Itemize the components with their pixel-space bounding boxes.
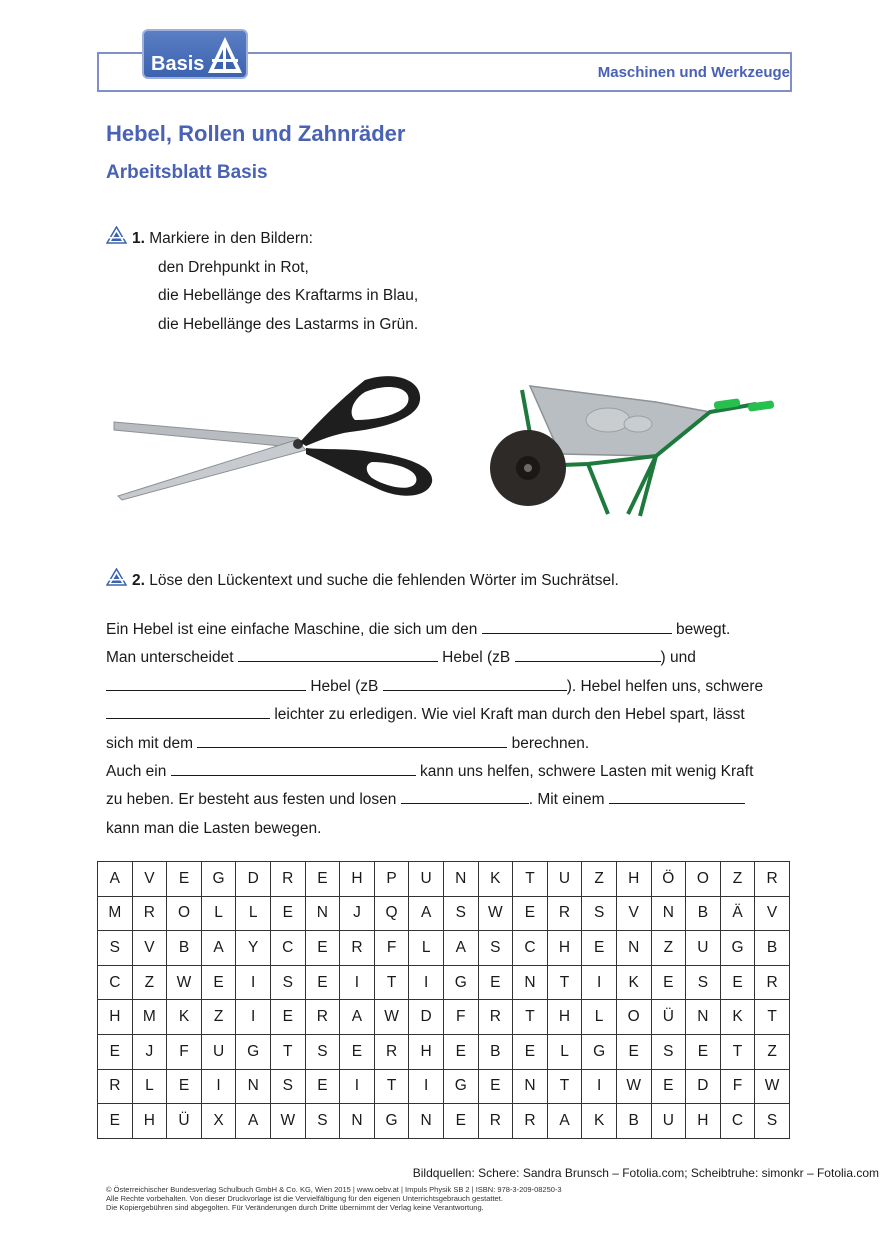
- grid-cell[interactable]: A: [547, 1104, 582, 1139]
- grid-cell[interactable]: E: [270, 896, 305, 931]
- logo-text: Basis: [151, 53, 205, 75]
- copyright-line: © Österreichischer Bundesverlag Schulbuch GmbH & Co. KG, Wien 2015 | www.oebv.at | Impuls Physik SB 2 | ISBN: 978-3-209-08250-3: [106, 1185, 562, 1194]
- cloze-text-segment: Auch ein: [106, 763, 167, 781]
- grid-cell[interactable]: E: [305, 1069, 340, 1104]
- grid-cell[interactable]: E: [651, 965, 686, 1000]
- grid-cell[interactable]: E: [443, 1034, 478, 1069]
- grid-row: [98, 1000, 790, 1035]
- grid-cell[interactable]: F: [720, 1069, 755, 1104]
- task-1-line: die Hebellänge des Kraftarms in Blau,: [158, 287, 419, 304]
- grid-cell[interactable]: S: [305, 1034, 340, 1069]
- grid-cell[interactable]: R: [547, 896, 582, 931]
- grid-cell[interactable]: G: [720, 931, 755, 966]
- wheelbarrow-image: [488, 378, 780, 523]
- grid-cell[interactable]: V: [616, 896, 651, 931]
- grid-row: [98, 1069, 790, 1104]
- grid-cell[interactable]: K: [720, 1000, 755, 1035]
- cloze-text-segment: leichter zu erledigen. Wie viel Kraft man durch den Hebel spart, lässt: [274, 706, 745, 724]
- grid-cell[interactable]: K: [478, 862, 513, 897]
- grid-cell[interactable]: U: [547, 862, 582, 897]
- grid-cell[interactable]: V: [132, 862, 167, 897]
- basis-level-icon: [106, 226, 127, 244]
- grid-cell[interactable]: T: [513, 1000, 548, 1035]
- grid-cell[interactable]: N: [443, 862, 478, 897]
- grid-cell[interactable]: Z: [132, 965, 167, 1000]
- grid-cell[interactable]: O: [167, 896, 202, 931]
- grid-cell[interactable]: H: [616, 862, 651, 897]
- grid-cell[interactable]: F: [374, 931, 409, 966]
- grid-cell[interactable]: G: [443, 965, 478, 1000]
- basis-logo: [142, 29, 248, 79]
- grid-cell[interactable]: T: [374, 1069, 409, 1104]
- cloze-text-segment: Ein Hebel ist eine einfache Maschine, die sich um den: [106, 621, 478, 638]
- grid-cell[interactable]: W: [167, 965, 202, 1000]
- grid-cell[interactable]: Z: [755, 1034, 790, 1069]
- cloze-text-segment: kann man die Lasten bewegen.: [106, 819, 322, 837]
- cloze-text-segment: Hebel (zB: [310, 677, 379, 695]
- grid-cell[interactable]: V: [132, 931, 167, 966]
- grid-cell[interactable]: N: [409, 1104, 444, 1139]
- grid-cell[interactable]: E: [201, 965, 236, 1000]
- grid-cell[interactable]: R: [478, 1000, 513, 1035]
- grid-cell[interactable]: F: [167, 1034, 202, 1069]
- grid-cell[interactable]: R: [755, 965, 790, 1000]
- grid-cell[interactable]: I: [582, 1069, 617, 1104]
- grid-cell[interactable]: I: [201, 1069, 236, 1104]
- grid-cell[interactable]: Q: [374, 896, 409, 931]
- copyright-line: Alle Rechte vorbehalten. Von dieser Druckvorlage ist die Vervielfältigung für den eigenen Unterrichtsgebrauch gestattet.: [106, 1194, 503, 1203]
- grid-cell[interactable]: G: [443, 1069, 478, 1104]
- grid-cell[interactable]: E: [582, 931, 617, 966]
- grid-cell[interactable]: U: [201, 1034, 236, 1069]
- grid-cell[interactable]: T: [720, 1034, 755, 1069]
- grid-cell[interactable]: F: [443, 1000, 478, 1035]
- grid-cell[interactable]: I: [409, 965, 444, 1000]
- grid-cell[interactable]: S: [270, 1069, 305, 1104]
- grid-cell[interactable]: Z: [720, 862, 755, 897]
- grid-cell[interactable]: W: [270, 1104, 305, 1139]
- grid-cell[interactable]: L: [409, 931, 444, 966]
- grid-cell[interactable]: R: [513, 1104, 548, 1139]
- grid-cell[interactable]: S: [443, 896, 478, 931]
- grid-cell[interactable]: X: [201, 1104, 236, 1139]
- grid-cell[interactable]: G: [374, 1104, 409, 1139]
- grid-cell[interactable]: J: [132, 1034, 167, 1069]
- grid-cell[interactable]: K: [616, 965, 651, 1000]
- grid-cell[interactable]: H: [547, 1000, 582, 1035]
- grid-cell[interactable]: Z: [651, 931, 686, 966]
- copyright-notice: [106, 1185, 562, 1212]
- grid-cell[interactable]: E: [340, 1034, 375, 1069]
- grid-cell[interactable]: E: [720, 965, 755, 1000]
- blank-field[interactable]: [609, 789, 745, 804]
- grid-cell[interactable]: G: [236, 1034, 271, 1069]
- cloze-text-segment: ) und: [660, 649, 696, 667]
- grid-cell[interactable]: E: [651, 1069, 686, 1104]
- grid-cell[interactable]: A: [201, 931, 236, 966]
- grid-cell[interactable]: I: [340, 1069, 375, 1104]
- grid-row: [98, 896, 790, 931]
- grid-cell[interactable]: I: [236, 1000, 271, 1035]
- grid-cell[interactable]: W: [616, 1069, 651, 1104]
- grid-row: [98, 1104, 790, 1139]
- grid-cell[interactable]: R: [305, 1000, 340, 1035]
- grid-cell[interactable]: B: [755, 931, 790, 966]
- grid-cell[interactable]: S: [755, 1104, 790, 1139]
- grid-cell[interactable]: S: [651, 1034, 686, 1069]
- triangle-logo-icon: [206, 35, 244, 75]
- grid-cell[interactable]: O: [616, 1000, 651, 1035]
- grid-cell[interactable]: T: [374, 965, 409, 1000]
- grid-cell[interactable]: E: [478, 965, 513, 1000]
- task-1-number: 1.: [132, 230, 145, 247]
- grid-row: [98, 965, 790, 1000]
- grid-cell[interactable]: R: [270, 862, 305, 897]
- grid-cell[interactable]: N: [651, 896, 686, 931]
- task-2: [132, 567, 619, 596]
- grid-cell[interactable]: W: [755, 1069, 790, 1104]
- grid-cell[interactable]: U: [651, 1104, 686, 1139]
- grid-cell[interactable]: I: [409, 1069, 444, 1104]
- cloze-text: [106, 616, 806, 843]
- grid-cell[interactable]: C: [270, 931, 305, 966]
- grid-cell[interactable]: Ü: [651, 1000, 686, 1035]
- grid-cell[interactable]: B: [167, 931, 202, 966]
- grid-cell[interactable]: V: [755, 896, 790, 931]
- grid-cell[interactable]: T: [547, 1069, 582, 1104]
- grid-cell[interactable]: M: [132, 1000, 167, 1035]
- task-2-number: 2.: [132, 572, 145, 589]
- grid-cell[interactable]: A: [98, 862, 133, 897]
- grid-cell[interactable]: T: [513, 862, 548, 897]
- grid-cell[interactable]: A: [409, 896, 444, 931]
- grid-cell[interactable]: I: [340, 965, 375, 1000]
- cloze-text-segment: ). Hebel helfen uns, schwere: [566, 677, 764, 695]
- blank-field[interactable]: [171, 761, 416, 776]
- word-search-grid: [97, 861, 790, 1139]
- grid-row: [98, 862, 790, 897]
- cloze-text-segment: sich mit dem: [106, 734, 193, 752]
- grid-cell[interactable]: T: [270, 1034, 305, 1069]
- grid-cell[interactable]: E: [686, 1034, 721, 1069]
- grid-cell[interactable]: E: [305, 862, 340, 897]
- grid-row: [98, 931, 790, 966]
- grid-cell[interactable]: U: [686, 931, 721, 966]
- grid-cell[interactable]: E: [305, 965, 340, 1000]
- grid-cell[interactable]: T: [547, 965, 582, 1000]
- task-1-line: den Drehpunkt in Rot,: [158, 258, 309, 276]
- grid-cell[interactable]: C: [720, 1104, 755, 1139]
- grid-cell[interactable]: R: [98, 1069, 133, 1104]
- cloze-text-segment: Hebel (zB: [442, 649, 511, 667]
- grid-cell[interactable]: S: [582, 896, 617, 931]
- grid-cell[interactable]: S: [98, 931, 133, 966]
- grid-cell[interactable]: N: [305, 896, 340, 931]
- grid-cell[interactable]: E: [270, 1000, 305, 1035]
- grid-cell[interactable]: R: [755, 862, 790, 897]
- blank-field[interactable]: [401, 789, 529, 804]
- blank-field[interactable]: [197, 733, 507, 748]
- grid-cell[interactable]: E: [513, 1034, 548, 1069]
- grid-cell[interactable]: K: [167, 1000, 202, 1035]
- grid-cell[interactable]: C: [98, 965, 133, 1000]
- grid-cell[interactable]: A: [236, 1104, 271, 1139]
- image-credits: Bildquellen: Schere: Sandra Brunsch – Fotolia.com; Scheibtruhe: simonkr – Fotolia.com: [412, 1166, 879, 1180]
- grid-cell[interactable]: Y: [236, 931, 271, 966]
- task-1-line: die Hebellänge des Lastarms in Grün.: [158, 315, 419, 333]
- grid-cell[interactable]: K: [582, 1104, 617, 1139]
- grid-cell[interactable]: L: [582, 1000, 617, 1035]
- grid-cell[interactable]: Z: [201, 1000, 236, 1035]
- page-subtitle: Arbeitsblatt Basis: [106, 162, 268, 183]
- grid-cell[interactable]: W: [478, 896, 513, 931]
- grid-cell[interactable]: Z: [582, 862, 617, 897]
- grid-cell[interactable]: P: [374, 862, 409, 897]
- grid-cell[interactable]: B: [478, 1034, 513, 1069]
- grid-cell[interactable]: S: [270, 965, 305, 1000]
- grid-cell[interactable]: H: [409, 1034, 444, 1069]
- cloze-text-segment: kann uns helfen, schwere Lasten mit wenig Kraft: [419, 763, 754, 781]
- copyright-line: Die Kopiergebühren sind abgegolten. Für Veränderungen durch Dritte übernimmt der Verlag keine Verantwortung.: [106, 1203, 484, 1212]
- grid-cell[interactable]: L: [132, 1069, 167, 1104]
- grid-cell[interactable]: Ö: [651, 862, 686, 897]
- grid-cell[interactable]: D: [686, 1069, 721, 1104]
- cloze-text-segment: berechnen.: [511, 734, 590, 752]
- page-title: Hebel, Rollen und Zahnräder: [106, 121, 406, 146]
- scissors-image: [110, 370, 440, 505]
- grid-cell[interactable]: O: [686, 862, 721, 897]
- grid-cell[interactable]: A: [443, 931, 478, 966]
- grid-cell[interactable]: E: [167, 862, 202, 897]
- grid-cell[interactable]: L: [236, 896, 271, 931]
- grid-cell[interactable]: B: [686, 896, 721, 931]
- task-2-text: Löse den Lückentext und suche die fehlenden Wörter im Suchrätsel.: [149, 572, 619, 589]
- grid-cell[interactable]: E: [616, 1034, 651, 1069]
- cloze-text-segment: Man unterscheidet: [106, 649, 234, 667]
- blank-field[interactable]: [106, 704, 270, 719]
- grid-cell[interactable]: E: [478, 1069, 513, 1104]
- cloze-text-segment: zu heben. Er besteht aus festen und losen: [106, 791, 397, 809]
- section-title: Maschinen und Werkzeuge: [597, 64, 790, 81]
- grid-cell[interactable]: L: [201, 896, 236, 931]
- grid-cell[interactable]: R: [340, 931, 375, 966]
- grid-cell[interactable]: E: [443, 1104, 478, 1139]
- cloze-text-segment: . Mit einem: [528, 791, 605, 809]
- grid-cell[interactable]: E: [167, 1069, 202, 1104]
- grid-cell[interactable]: E: [98, 1104, 133, 1139]
- grid-cell[interactable]: H: [98, 1000, 133, 1035]
- grid-cell[interactable]: U: [409, 862, 444, 897]
- grid-cell[interactable]: G: [582, 1034, 617, 1069]
- grid-cell[interactable]: T: [755, 1000, 790, 1035]
- blank-field[interactable]: [482, 619, 672, 634]
- blank-field[interactable]: [515, 647, 661, 662]
- blank-field[interactable]: [106, 676, 306, 691]
- grid-cell[interactable]: D: [409, 1000, 444, 1035]
- blank-field[interactable]: [238, 647, 438, 662]
- task-1-line: Markiere in den Bildern:: [149, 230, 313, 247]
- grid-cell[interactable]: D: [236, 862, 271, 897]
- grid-cell[interactable]: H: [686, 1104, 721, 1139]
- task-1: [132, 225, 418, 339]
- grid-cell[interactable]: E: [305, 931, 340, 966]
- grid-cell[interactable]: R: [374, 1034, 409, 1069]
- blank-field[interactable]: [383, 676, 567, 691]
- grid-cell[interactable]: N: [340, 1104, 375, 1139]
- grid-row: [98, 1034, 790, 1069]
- grid-cell[interactable]: A: [340, 1000, 375, 1035]
- grid-cell[interactable]: I: [236, 965, 271, 1000]
- grid-cell[interactable]: N: [513, 965, 548, 1000]
- grid-cell[interactable]: J: [340, 896, 375, 931]
- grid-cell[interactable]: W: [374, 1000, 409, 1035]
- grid-cell[interactable]: E: [513, 896, 548, 931]
- grid-cell[interactable]: R: [132, 896, 167, 931]
- grid-cell[interactable]: Ü: [167, 1104, 202, 1139]
- grid-cell[interactable]: S: [478, 931, 513, 966]
- grid-cell[interactable]: H: [340, 862, 375, 897]
- grid-cell[interactable]: R: [478, 1104, 513, 1139]
- grid-cell[interactable]: H: [132, 1104, 167, 1139]
- grid-cell[interactable]: E: [98, 1034, 133, 1069]
- grid-cell[interactable]: C: [513, 931, 548, 966]
- grid-cell[interactable]: M: [98, 896, 133, 931]
- grid-cell[interactable]: N: [616, 931, 651, 966]
- grid-cell[interactable]: G: [201, 862, 236, 897]
- cloze-text-segment: bewegt.: [675, 621, 731, 638]
- grid-cell[interactable]: L: [547, 1034, 582, 1069]
- basis-level-icon: [106, 568, 127, 586]
- grid-cell[interactable]: S: [305, 1104, 340, 1139]
- grid-cell[interactable]: N: [236, 1069, 271, 1104]
- grid-cell[interactable]: N: [513, 1069, 548, 1104]
- grid-cell[interactable]: S: [686, 965, 721, 1000]
- grid-cell[interactable]: B: [616, 1104, 651, 1139]
- grid-cell[interactable]: Ä: [720, 896, 755, 931]
- grid-cell[interactable]: I: [582, 965, 617, 1000]
- grid-cell[interactable]: H: [547, 931, 582, 966]
- grid-cell[interactable]: N: [686, 1000, 721, 1035]
